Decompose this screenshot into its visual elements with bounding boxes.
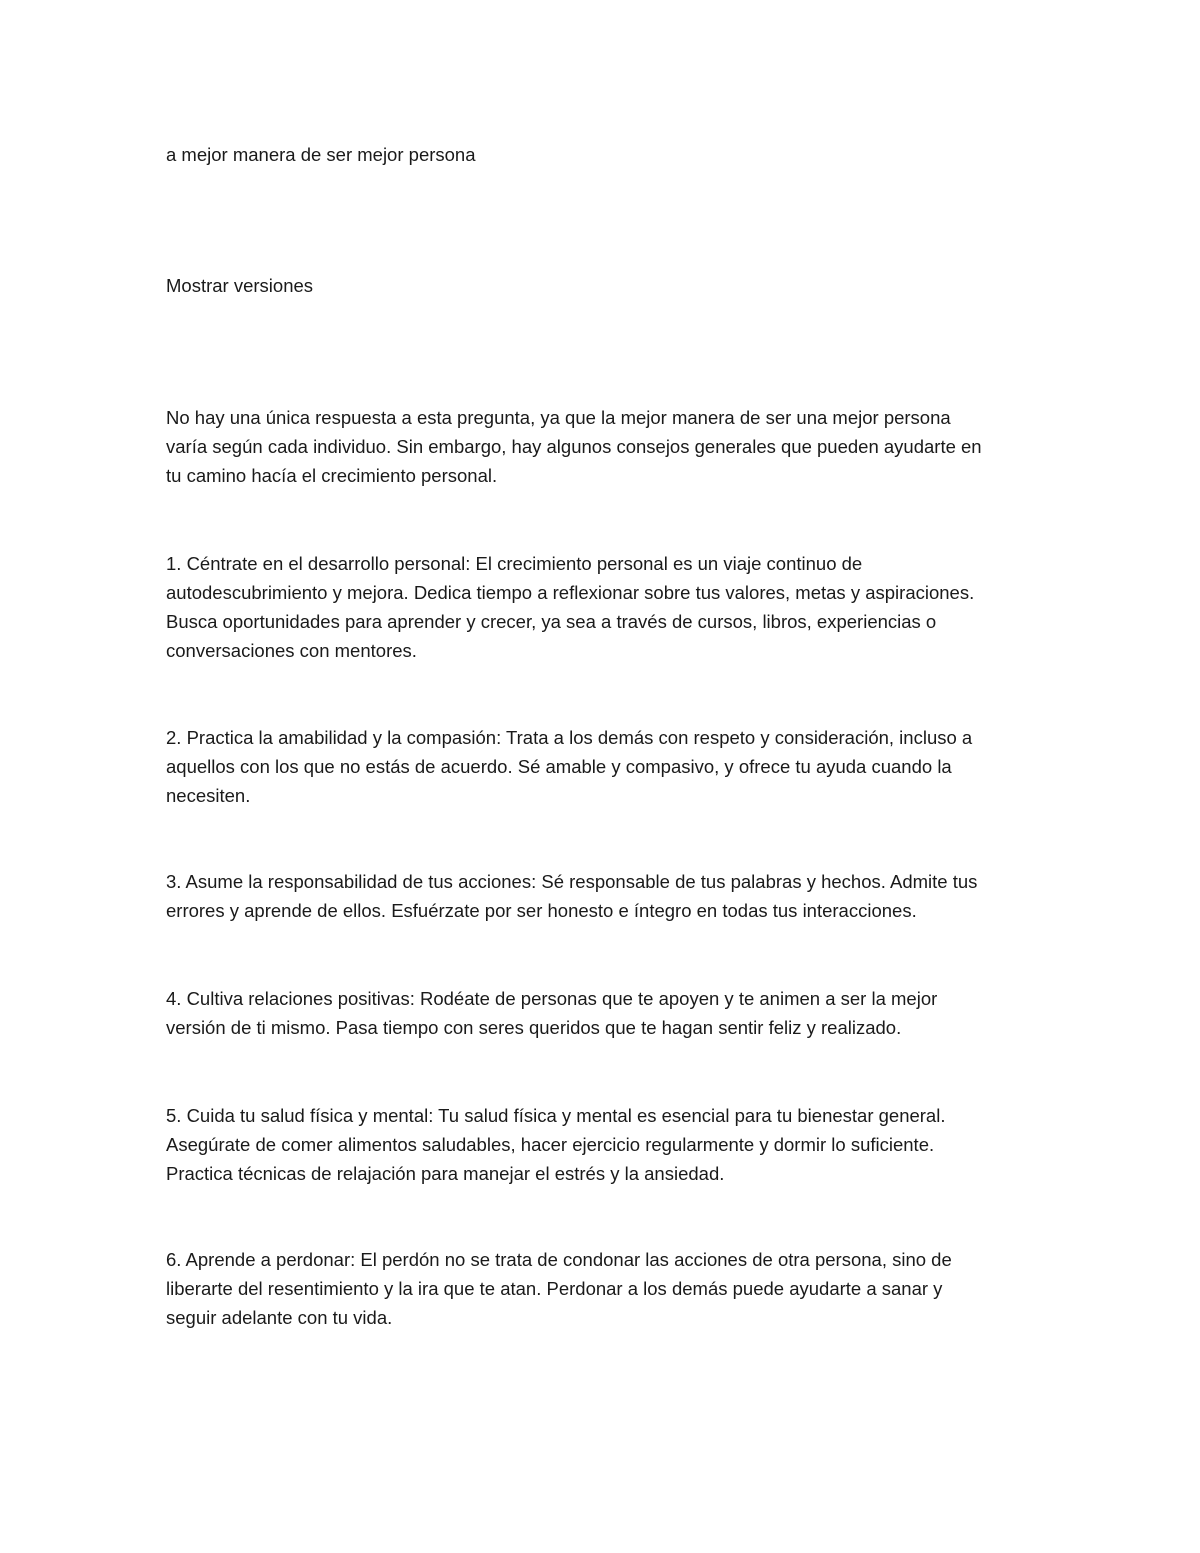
intro-line: No hay una única respuesta a esta pregunta, ya que la mejor manera de ser una mejor persona — [166, 407, 951, 428]
tip-line: versión de ti mismo. Pasa tiempo con seres queridos que te hagan sentir feliz y realizado. — [166, 1017, 902, 1038]
tip-line: 5. Cuida tu salud física y mental: Tu salud física y mental es esencial para tu bienestar general. — [166, 1105, 946, 1126]
intro-paragraph — [166, 403, 1046, 490]
document-heading: a mejor manera de ser mejor persona — [166, 144, 476, 165]
tip-1-paragraph — [166, 549, 1046, 665]
tip-line: Practica técnicas de relajación para manejar el estrés y la ansiedad. — [166, 1163, 725, 1184]
tip-3-paragraph — [166, 867, 1046, 925]
tip-line: Busca oportunidades para aprender y crecer, ya sea a través de cursos, libros, experiencias o — [166, 611, 937, 632]
tip-5-paragraph — [166, 1101, 1046, 1188]
tip-line: errores y aprende de ellos. Esfuérzate por ser honesto e íntegro en todas tus interacciones. — [166, 900, 917, 921]
intro-line: varía según cada individuo. Sin embargo, hay algunos consejos generales que pueden ayudarte en — [166, 436, 982, 457]
show-versions-label: Mostrar versiones — [166, 275, 314, 296]
tip-line: 3. Asume la responsabilidad de tus acciones: Sé responsable de tus palabras y hechos. Admite tus — [166, 871, 978, 892]
tip-line: aquellos con los que no estás de acuerdo. Sé amable y compasivo, y ofrece tu ayuda cuando la — [166, 756, 952, 777]
tip-line: liberarte del resentimiento y la ira que te atan. Perdonar a los demás puede ayudarte a sanar y — [166, 1278, 943, 1299]
tip-line: autodescubrimiento y mejora. Dedica tiempo a reflexionar sobre tus valores, metas y aspiraciones. — [166, 582, 975, 603]
tip-line: necesiten. — [166, 785, 251, 806]
tip-line: conversaciones con mentores. — [166, 640, 417, 661]
tip-line: seguir adelante con tu vida. — [166, 1307, 393, 1328]
intro-line: tu camino hacía el crecimiento personal. — [166, 465, 498, 486]
tip-2-paragraph — [166, 723, 1046, 810]
tip-line: 6. Aprende a perdonar: El perdón no se trata de condonar las acciones de otra persona, sino de — [166, 1249, 952, 1270]
tip-line: 4. Cultiva relaciones positivas: Rodéate de personas que te apoyen y te animen a ser la mejor — [166, 988, 938, 1009]
tip-6-paragraph — [166, 1245, 1046, 1332]
tip-4-paragraph — [166, 984, 1046, 1042]
tip-line: Asegúrate de comer alimentos saludables, hacer ejercicio regularmente y dormir lo suficiente. — [166, 1134, 935, 1155]
tip-line: 1. Céntrate en el desarrollo personal: El crecimiento personal es un viaje continuo de — [166, 553, 863, 574]
tip-line: 2. Practica la amabilidad y la compasión: Trata a los demás con respeto y consideración, incluso a — [166, 727, 973, 748]
